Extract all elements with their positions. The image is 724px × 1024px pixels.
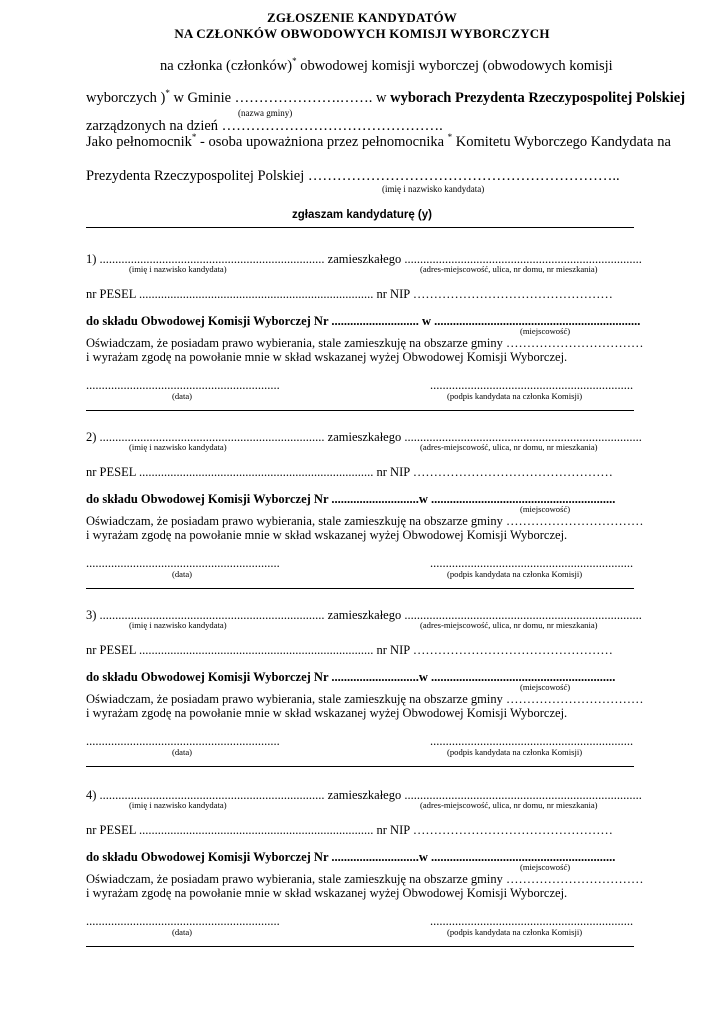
- candidate-date-caption: (data): [172, 927, 193, 937]
- intro-line-4-start: Jako pełnomocnik: [86, 134, 192, 150]
- candidate-name-address-field[interactable]: 2) ........................................................................ zamieszkałego ............................................................................: [86, 430, 642, 444]
- candidate-date-field[interactable]: ..............................................................: [86, 378, 280, 392]
- candidate-pesel-nip-field[interactable]: nr PESEL ........................................................................... nr NIP …………………………………………: [86, 823, 613, 837]
- candidate-commission-field[interactable]: do składu Obwodowej Komisji Wyborczej Nr ............................w ...........................................................: [86, 670, 616, 684]
- divider: [86, 410, 634, 411]
- candidate-commission-field[interactable]: do składu Obwodowej Komisji Wyborczej Nr ............................w ...........................................................: [86, 850, 616, 864]
- candidate-place-caption: (miejscowość): [520, 682, 571, 692]
- intro-line-4: [86, 134, 671, 151]
- candidate-commission-field[interactable]: do składu Obwodowej Komisji Wyborczej Nr ............................w ...........................................................: [86, 492, 616, 506]
- candidate-signature-caption: (podpis kandydata na członka Komisji): [447, 927, 583, 937]
- candidate-address-caption: (adres-miejscowość, ulica, nr domu, nr mieszkania): [420, 442, 598, 452]
- footnote-mark: *: [191, 132, 197, 143]
- candidate-address-caption: (adres-miejscowość, ulica, nr domu, nr mieszkania): [420, 800, 598, 810]
- candidate-statement-line-1[interactable]: Oświadczam, że posiadam prawo wybierania, stale zamieszkuję na obszarze gminy ……………………………: [86, 692, 644, 706]
- candidate-pesel-nip-field[interactable]: nr PESEL ........................................................................... nr NIP …………………………………………: [86, 643, 613, 657]
- candidate-pesel-nip-field[interactable]: nr PESEL ........................................................................... nr NIP …………………………………………: [86, 287, 613, 301]
- candidate-pesel-nip-field[interactable]: nr PESEL ........................................................................... nr NIP …………………………………………: [86, 465, 613, 479]
- candidate-place-caption: (miejscowość): [520, 504, 571, 514]
- candidate-name-caption: (imię i nazwisko kandydata): [129, 620, 227, 630]
- candidate-date-field[interactable]: ..............................................................: [86, 556, 280, 570]
- intro-line-2-mid[interactable]: w Gminie ………………….……. w: [169, 90, 391, 106]
- candidate-commission-field[interactable]: do składu Obwodowej Komisji Wyborczej Nr ............................ w ..................................................................: [86, 314, 641, 328]
- intro-line-1: [160, 58, 613, 75]
- candidate-signature-field[interactable]: .................................................................: [430, 734, 634, 748]
- candidate-signature-caption: (podpis kandydata na członka Komisji): [447, 391, 583, 401]
- candidate-signature-field[interactable]: .................................................................: [430, 556, 634, 570]
- declaration-heading: zgłaszam kandydaturę (y): [292, 209, 432, 221]
- candidate-statement-line-2: i wyrażam zgodę na powołanie mnie w skład wskazanej wyżej Obwodowej Komisji Wyborczej.: [86, 706, 568, 720]
- candidate-address-caption: (adres-miejscowość, ulica, nr domu, nr mieszkania): [420, 264, 598, 274]
- divider: [86, 588, 634, 589]
- candidate-date-caption: (data): [172, 391, 193, 401]
- election-name: wyborach Prezydenta Rzeczypospolitej Polskiej: [390, 90, 686, 106]
- footnote-mark: *: [447, 132, 453, 143]
- candidate-statement-line-2: i wyrażam zgodę na powołanie mnie w skład wskazanej wyżej Obwodowej Komisji Wyborczej.: [86, 350, 568, 364]
- candidate-name-caption: (imię i nazwisko kandydata): [129, 264, 227, 274]
- representative-name-caption: (imię i nazwisko kandydata): [382, 184, 485, 194]
- candidate-address-caption: (adres-miejscowość, ulica, nr domu, nr mieszkania): [420, 620, 598, 630]
- candidate-statement-line-2: i wyrażam zgodę na powołanie mnie w skład wskazanej wyżej Obwodowej Komisji Wyborczej.: [86, 528, 568, 542]
- candidate-signature-caption: (podpis kandydata na członka Komisji): [447, 747, 583, 757]
- candidate-signature-caption: (podpis kandydata na członka Komisji): [447, 569, 583, 579]
- candidate-date-field[interactable]: ..............................................................: [86, 914, 280, 928]
- candidate-date-caption: (data): [172, 569, 193, 579]
- divider: [86, 766, 634, 767]
- candidate-name-address-field[interactable]: 1) ........................................................................ zamieszkałego ............................................................................: [86, 252, 642, 266]
- intro-line-4-mid: - osoba upoważniona przez pełnomocnika: [196, 134, 448, 150]
- candidate-statement-line-1[interactable]: Oświadczam, że posiadam prawo wybierania, stale zamieszkuję na obszarze gminy ……………………………: [86, 336, 644, 350]
- candidate-name-caption: (imię i nazwisko kandydata): [129, 442, 227, 452]
- divider: [86, 227, 634, 228]
- candidate-date-field[interactable]: ..............................................................: [86, 734, 280, 748]
- candidate-date-caption: (data): [172, 747, 193, 757]
- candidate-name-address-field[interactable]: 4) ........................................................................ zamieszkałego ............................................................................: [86, 788, 642, 802]
- election-date-field[interactable]: zarządzonych na dzień ……………………………………….: [86, 118, 443, 134]
- footnote-mark: *: [165, 88, 170, 99]
- divider: [86, 946, 634, 947]
- candidate-signature-field[interactable]: .................................................................: [430, 378, 634, 392]
- intro-line-1-rest: obwodowej komisji wyborczej (obwodowych komisji: [296, 58, 613, 74]
- intro-line-4-rest: Komitetu Wyborczego Kandydata na: [452, 134, 671, 150]
- candidate-name-caption: (imię i nazwisko kandydata): [129, 800, 227, 810]
- intro-line-1-text: na członka (członków): [160, 58, 293, 74]
- candidate-place-caption: (miejscowość): [520, 326, 571, 336]
- form-title: ZGŁOSZENIE KANDYDATÓW: [267, 10, 457, 25]
- form-subtitle: NA CZŁONKÓW OBWODOWYCH KOMISJI WYBORCZYCH: [174, 26, 550, 41]
- footnote-mark: *: [292, 56, 297, 67]
- candidate-statement-line-1[interactable]: Oświadczam, że posiadam prawo wybierania, stale zamieszkuję na obszarze gminy ……………………………: [86, 872, 644, 886]
- candidate-statement-line-1[interactable]: Oświadczam, że posiadam prawo wybierania, stale zamieszkuję na obszarze gminy ……………………………: [86, 514, 644, 528]
- candidate-name-address-field[interactable]: 3) ........................................................................ zamieszkałego ............................................................................: [86, 608, 642, 622]
- intro-line-2: [86, 90, 685, 107]
- candidate-signature-field[interactable]: .................................................................: [430, 914, 634, 928]
- candidate-statement-line-2: i wyrażam zgodę na powołanie mnie w skład wskazanej wyżej Obwodowej Komisji Wyborczej.: [86, 886, 568, 900]
- intro-line-2-start: wyborczych ): [86, 90, 166, 106]
- gmina-caption: (nazwa gminy): [238, 108, 293, 118]
- representative-name-field[interactable]: Prezydenta Rzeczypospolitej Polskiej ………………………………………………………..: [86, 168, 620, 184]
- candidate-place-caption: (miejscowość): [520, 862, 571, 872]
